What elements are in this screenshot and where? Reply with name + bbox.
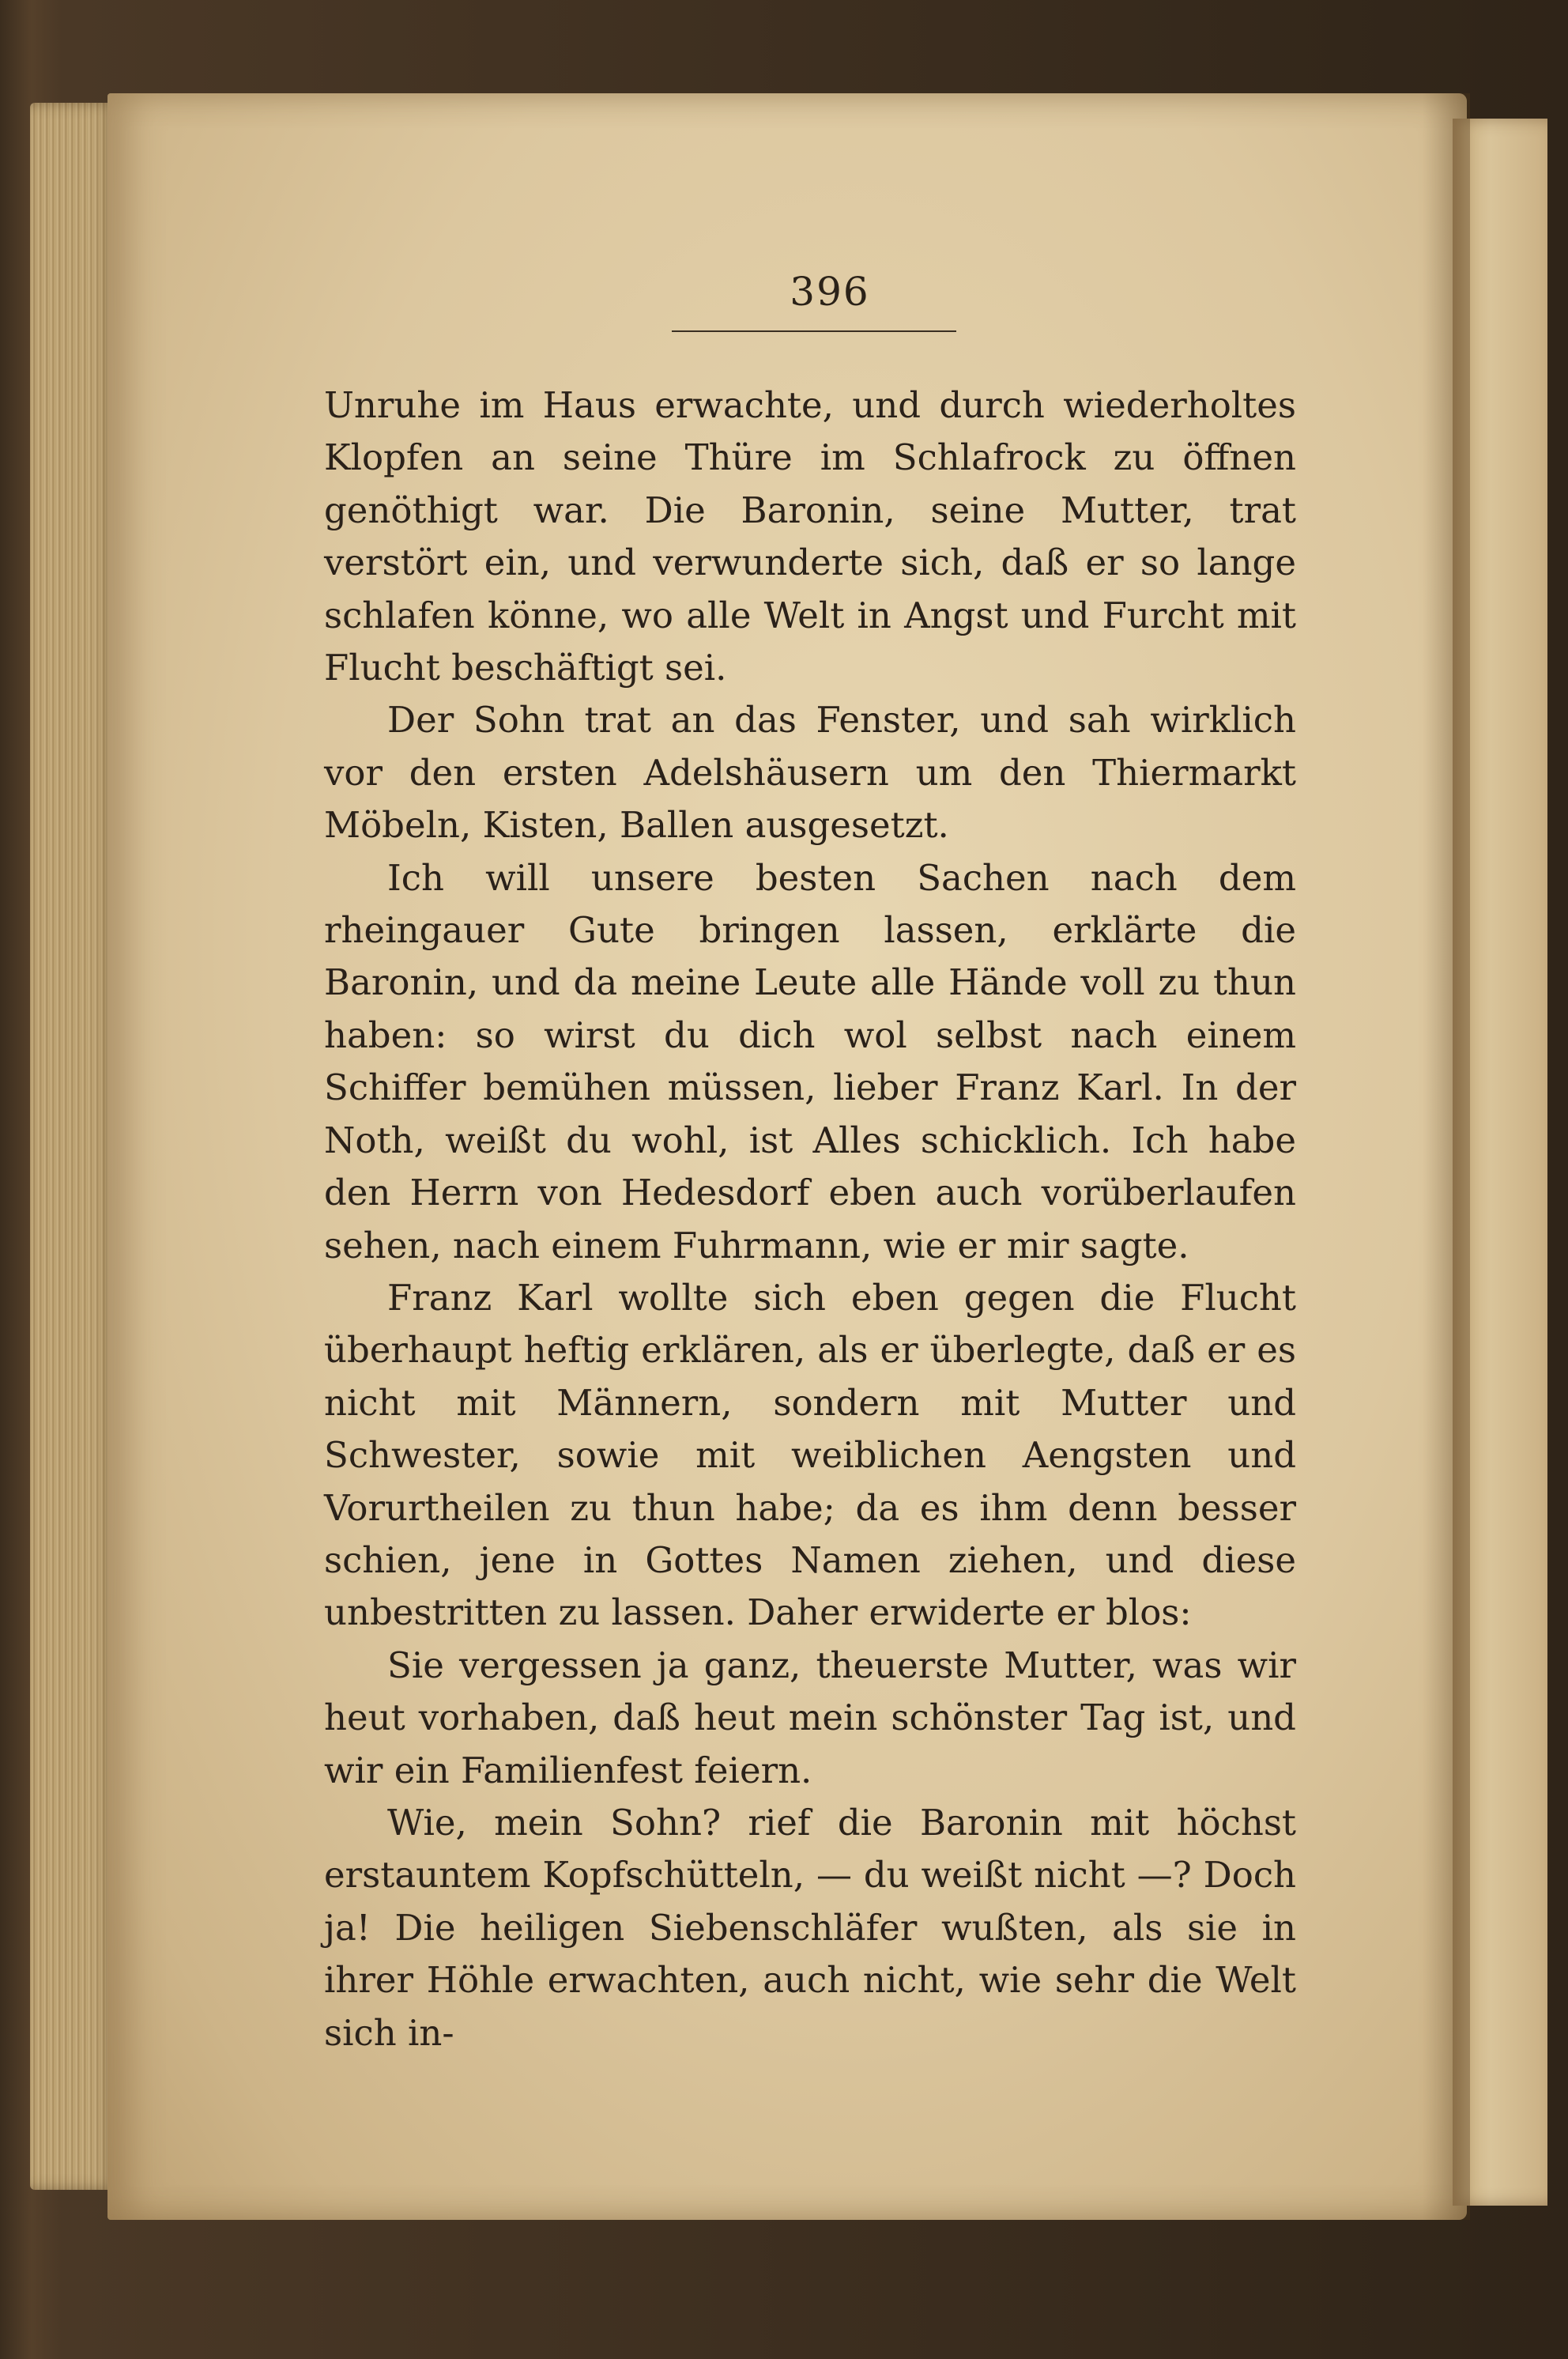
book-page-edges — [30, 103, 117, 2190]
paragraph: Franz Karl wollte sich eben gegen die Flucht überhaupt heftig erklären, als er überlegte, daß er es nicht mit Männern, sondern mit Mutter und Schwester, sowie mit weiblichen Aengsten und Vorurtheilen zu thun habe; da es ihm denn besser schien, jene in Gottes Namen ziehen, und diese unbestritten zu lassen. Daher erwiderte er blos: — [324, 1276, 1296, 1634]
paragraph: Ich will unsere besten Sachen nach dem rheingauer Gute bringen lassen, erklärte die Baronin, und da meine Leute alle Hände voll zu thun haben: so wirst du dich wol selbst nach einem Schiffer bemühen müssen, lieber Franz Karl. In der Noth, weißt du wohl, ist Alles schicklich. Ich habe den Herrn von Hedesdorf eben auch vorüberlaufen sehen, nach einem Fuhrmann, wie er mir sagte. — [324, 856, 1296, 1266]
paragraph: Wie, mein Sohn? rief die Baronin mit höchst erstauntem Kopfschütteln, — du weißt nicht —? Doch ja! Die heiligen Siebenschläfer wußten, als sie in ihrer Höhle erwachten, auch nicht, wie sehr die Welt sich in- — [324, 1801, 1296, 2054]
page-number: 396 — [790, 269, 870, 315]
paragraph: Der Sohn trat an das Fenster, und sah wirklich vor den ersten Adelshäusern um den Thiermarkt Möbeln, Kisten, Ballen ausgesetzt. — [324, 699, 1296, 847]
header-rule — [672, 330, 956, 332]
paragraph: Sie vergessen ja ganz, theuerste Mutter, was wir heut vorhaben, daß heut mein schönster Tag ist, und wir ein Familienfest feiern. — [324, 1644, 1296, 1791]
paragraph: Unruhe im Haus erwachte, und durch wiederholtes Klopfen an seine Thüre im Schlafrock zu öffnen genöthigt war. Die Baronin, seine Mutter, trat verstört ein, und verwunderte sich, daß er so lange schlafen könne, wo alle Welt in Angst und Furcht mit Flucht beschäftigt sei. — [324, 384, 1296, 689]
body-text — [324, 379, 1296, 2059]
gutter-shadow — [1423, 93, 1470, 2220]
